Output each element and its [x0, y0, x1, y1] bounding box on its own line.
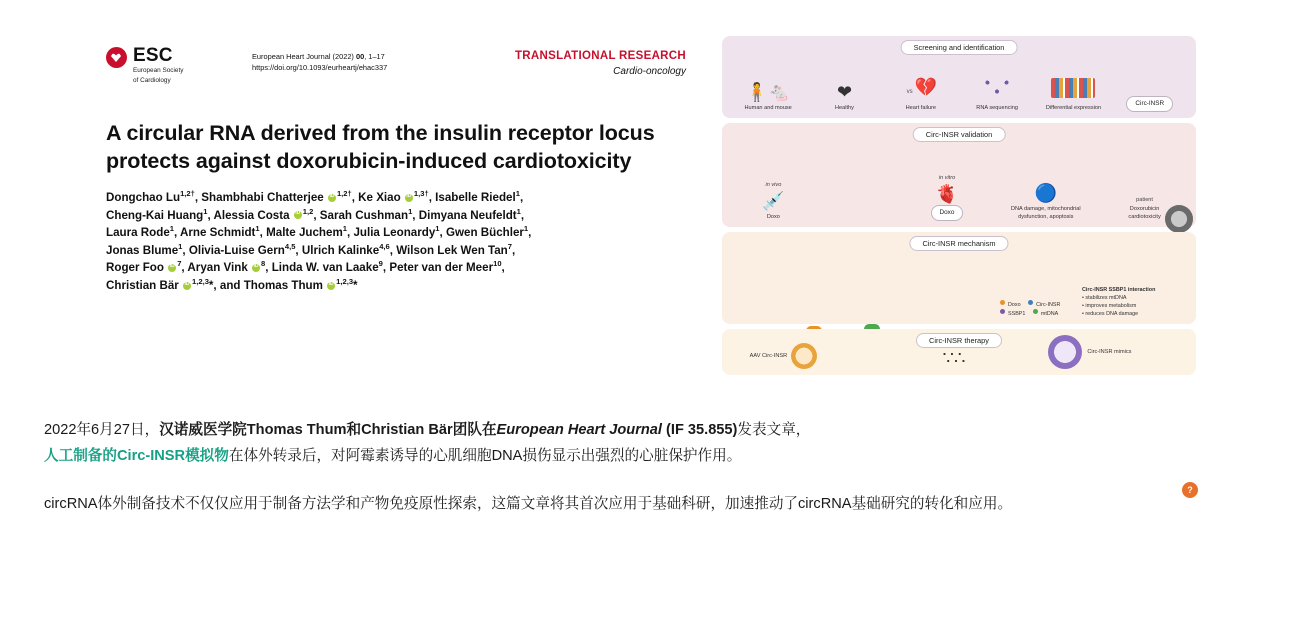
- ga-item-rna-seq: RNA sequencing: [966, 76, 1028, 112]
- ga-output-circinsr: [1119, 96, 1181, 112]
- healthy-heart-icon: ❤: [836, 81, 853, 102]
- ga-item-aav: AAV Circ-INSR: [750, 343, 860, 369]
- article-header: [106, 46, 686, 104]
- article-authors: [106, 189, 686, 294]
- orcid-icon: [183, 282, 191, 290]
- human-mouse-icon: 🧍🐁: [745, 81, 791, 102]
- patient-label: patient: [1136, 197, 1153, 204]
- article-citation: [252, 46, 452, 73]
- effects-title: Circ-INSR SSBP1 interaction: [1082, 286, 1156, 293]
- paragraph-2: circRNA体外制备技术不仅仅应用于制备方法学和产物免疫原性探索，这篇文章将其首次应用于基础科研，加速推动了circRNA基础研究的转化和应用。: [44, 495, 1013, 512]
- article-first-page: [96, 30, 696, 385]
- ga-item-patient: patient Doxorubicin cardiotoxicity: [1128, 197, 1161, 220]
- aav-vector-icon: [791, 343, 817, 369]
- graphical-abstract: [718, 30, 1200, 495]
- ga-item-doxo: in vivo 💉 Doxo: [742, 182, 804, 221]
- section-subject: Cardio-oncology: [613, 66, 686, 77]
- author-line: Christian Bär iD$^{1,2,3}$*, and Thomas Thum iD$^{1,2,3}$*: [106, 277, 686, 295]
- esc-society-line1: European Society: [133, 66, 184, 74]
- circrna-dots-icon: ∵∴: [942, 348, 966, 368]
- ga-effects: [1082, 286, 1182, 318]
- ga-panel-title: Circ-INSR therapy: [916, 333, 1002, 348]
- ga-panel-title: Circ-INSR mechanism: [909, 236, 1008, 251]
- article-title: A circular RNA derived from the insulin receptor locus protects against doxorubicin-induced cardiotoxicity: [106, 121, 655, 173]
- orcid-icon: [405, 194, 413, 202]
- ga-item-outcome: 🔵 DNA damage, mitochondrial dysfunction, apoptosis: [1003, 182, 1089, 221]
- ga-item-invitro: [916, 175, 978, 221]
- ga-panel-screening: [722, 36, 1196, 118]
- failing-heart-icon: vs 💔: [906, 76, 938, 97]
- dna-helix-icon: [966, 76, 1028, 103]
- orcid-icon: [252, 264, 260, 272]
- orcid-icon: [328, 194, 336, 202]
- ga-panel-validation: [722, 123, 1196, 227]
- body-text: [44, 418, 1264, 540]
- section-label: TRANSLATIONAL RESEARCH: [514, 50, 686, 62]
- syringe-icon: 💉: [762, 190, 785, 211]
- in-vivo-label: in vivo: [765, 182, 782, 189]
- effect-item: • reduces DNA damage: [1082, 310, 1139, 317]
- heatmap-icon: [1042, 78, 1104, 103]
- in-vitro-label: in vitro: [938, 175, 956, 182]
- ga-item-mimics: Circ-INSR mimics: [1048, 335, 1168, 369]
- legend-dot-ssbp1: [1000, 309, 1005, 314]
- effect-item: • improves metabolism: [1082, 302, 1137, 309]
- orcid-icon: [294, 211, 302, 219]
- ga-legend: Doxo Circ-INSR SSBP1 mtDNA: [1000, 300, 1070, 318]
- paragraph-1: 2022年6月27日，汉诺威医学院Thomas Thum和Christian Bär团队在European Heart Journal (IF 35.855)发表文章， 人工制备的Circ-INSR模拟物在体外转录后，对阿霉素诱导的心肌细胞DNA损伤显示出强烈的心脏保护作用。: [44, 422, 811, 464]
- esc-name: ESC: [133, 45, 173, 66]
- author-line: Jonas Blume$^1$, Olivia-Luise Gern$^{4,5}$, Ulrich Kalinke$^{4,6}$, Wilson Lek Wen Tan$^7$,: [106, 241, 516, 257]
- ga-item-diff-expression: Differential expression: [1042, 78, 1104, 112]
- legend-dot-doxo: [1000, 300, 1005, 305]
- doxo-pill: Doxo: [931, 205, 964, 221]
- ga-item-healthy: ❤ Healthy: [813, 81, 875, 112]
- circ-insr-mimic-icon: [1048, 335, 1082, 369]
- ga-panel-title: Screening and identification: [901, 40, 1018, 55]
- citation-doi: https://doi.org/10.1093/eurheartj/ehac337: [252, 63, 388, 73]
- article-section: [515, 46, 686, 77]
- author-line: Cheng-Kai Huang$^1$, Alessia Costa iD$^{1,2}$, Sarah Cushman$^1$, Dimyana Neufeldt$^1$,: [106, 207, 686, 225]
- orcid-icon: [327, 282, 335, 290]
- ga-item-human-mouse: 🧍🐁 Human and mouse: [737, 81, 799, 112]
- ga-panel-title: Circ-INSR validation: [913, 127, 1006, 142]
- ga-item-therapy-dots: [899, 347, 1009, 369]
- cell-damage-icon: 🔵: [1034, 183, 1057, 204]
- author-line: Dongchao $Lu^{1,2\dagger}$, Shambhabi Chatterjee $iD^{1,2\dagger}$, Ke Xiao $iD^{1,3\dagger}$, Isabelle Riedel$^1$,: [106, 189, 686, 207]
- legend-dot-mtdna: [1033, 309, 1038, 314]
- author-line: Roger Foo $iD^7$, Aryan Vink $iD^8$, Linda W. van Laake$^9$, Peter van der Meer$^{10}$,: [106, 259, 686, 277]
- cell-culture-icon: 🫀: [935, 183, 959, 204]
- citation-journal-line: European Heart Journal (2022) 00, 1–17: [252, 52, 385, 61]
- circ-insr-pill: Circ-INSR: [1126, 96, 1173, 112]
- ga-panel-therapy: [722, 329, 1196, 375]
- author-line: Laura Rode$^1$, Arne Schmidt$^1$, Malte Juchem$^1$, Julia Leonardy$^1$, Gwen Büchler$^1$,: [106, 224, 532, 239]
- orcid-icon: [168, 264, 176, 272]
- esc-society-line2: of Cardiology: [133, 76, 171, 84]
- ga-item-heart-failure: vs 💔 Heart failure: [890, 76, 952, 112]
- esc-heart-logo-icon: [106, 47, 127, 68]
- legend-dot-circinsr: [1028, 300, 1033, 305]
- effect-item: • stabilizes mtDNA: [1082, 294, 1127, 301]
- status-badge: ?: [1182, 482, 1198, 498]
- esc-logo: [106, 46, 238, 85]
